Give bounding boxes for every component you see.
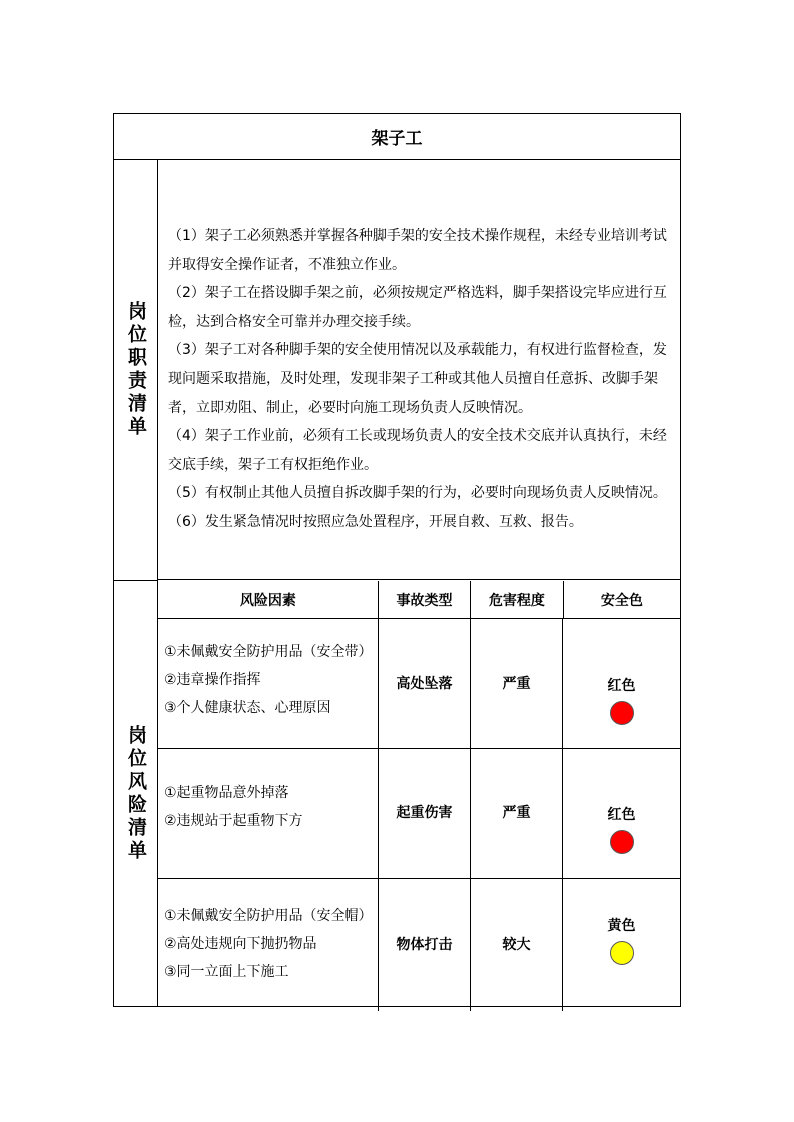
- safety-color-cell: [563, 619, 680, 748]
- risk-row: [158, 749, 680, 879]
- severity: 严重: [471, 749, 563, 878]
- duty-item: （1）架子工必须熟悉并掌握各种脚手架的安全技术操作规程，未经专业培训考试并取得安全操作证者，不准独立作业。: [168, 228, 667, 273]
- duty-list: [158, 160, 680, 580]
- header-severity: 危害程度: [471, 581, 563, 618]
- risk-factor: ③个人健康状态、心理原因: [164, 700, 331, 716]
- risk-row: [158, 879, 680, 1011]
- safety-color-label: 红色: [607, 807, 636, 823]
- duty-item: （4）架子工作业前，必须有工长或现场负责人的安全技术交底并认真执行，未经交底手续，架子工有权拒绝作业。: [168, 428, 667, 473]
- red-circle-icon: [610, 701, 634, 725]
- header-factors: 风险因素: [158, 581, 379, 618]
- risk-factors: [158, 619, 379, 748]
- risk-factor: ②高处违规向下抛扔物品: [164, 936, 317, 952]
- risk-factor: ①未佩戴安全防护用品（安全帽）: [164, 908, 373, 924]
- severity: 较大: [471, 879, 563, 1011]
- risk-factors: [158, 749, 379, 878]
- risk-section-label: 岗位风险清单: [125, 724, 147, 863]
- safety-color-cell: [563, 879, 680, 1011]
- header-safety-color: 安全色: [600, 592, 643, 609]
- duty-section-label: 岗位职责清单: [125, 301, 147, 439]
- accident-type: 物体打击: [379, 879, 471, 1011]
- risk-factor: ③同一立面上下施工: [164, 964, 289, 980]
- risk-row: [158, 619, 680, 749]
- risk-factors: [158, 879, 379, 1011]
- page-title: 架子工: [114, 114, 680, 160]
- risk-table-header: [158, 581, 680, 619]
- accident-type: 起重伤害: [379, 749, 471, 878]
- duty-item: （6）发生紧急情况时按照应急处置程序，开展自救、互救、报告。: [168, 513, 583, 530]
- risk-factor: ①未佩戴安全防护用品（安全带）: [164, 644, 373, 660]
- duty-item: （2）架子工在搭设脚手架之前，必须按规定严格选料，脚手架搭设完毕应进行互检，达到合格安全可靠并办理交接手续。: [168, 285, 667, 330]
- red-circle-icon: [610, 830, 634, 854]
- safety-color-cell: [563, 749, 680, 878]
- risk-section-label-cell: [114, 581, 158, 1006]
- header-accident-type: 事故类型: [379, 581, 471, 618]
- duty-item: （5）有权制止其他人员擅自拆改脚手架的行为，必要时向现场负责人反映情况。: [168, 485, 667, 502]
- duty-section-label-cell: [114, 160, 158, 581]
- risk-factor: ①起重物品意外掉落: [164, 785, 289, 801]
- severity: 严重: [471, 619, 563, 748]
- safety-color-label: 黄色: [607, 918, 636, 934]
- risk-factor: ②违规站于起重物下方: [164, 813, 303, 829]
- accident-type: 高处坠落: [379, 619, 471, 748]
- yellow-circle-icon: [610, 941, 634, 965]
- job-card-table: [113, 113, 681, 1007]
- duty-item: （3）架子工对各种脚手架的安全使用情况以及承载能力，有权进行监督检查，发现问题采取措施，及时处理，发现非架子工种或其他人员擅自任意拆、改脚手架者，立即劝阻、制止，必要时向施工现场负责人反映情况。: [168, 342, 667, 416]
- safety-color-label: 红色: [607, 678, 636, 694]
- risk-factor: ②违章操作指挥: [164, 672, 261, 688]
- risk-table: [158, 581, 680, 1011]
